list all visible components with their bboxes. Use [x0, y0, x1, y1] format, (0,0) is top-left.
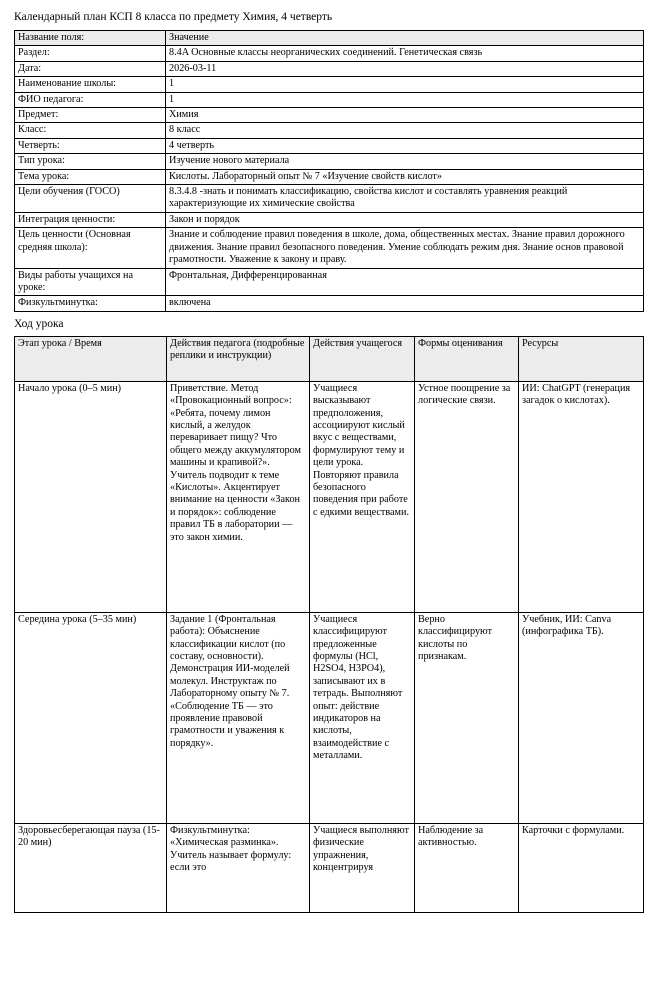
table-row [15, 77, 644, 92]
field-label: Тип урока: [15, 154, 166, 169]
lesson-flow-table-body [15, 336, 644, 912]
field-value: Химия [166, 108, 644, 123]
field-value: 2026-03-11 [166, 61, 644, 76]
table-row [15, 212, 644, 227]
table-row [15, 612, 644, 823]
field-label: Наименование школы: [15, 77, 166, 92]
field-label: Раздел: [15, 46, 166, 61]
lesson-metadata-table [14, 30, 644, 312]
table-row [15, 61, 644, 76]
field-label: Цели обучения (ГОСО) [15, 185, 166, 213]
field-value: 8.3.4.8 -знать и понимать классификацию, свойства кислот и составлять уравнения реакций характеризующие их химические свойства [166, 185, 644, 213]
field-label: Предмет: [15, 108, 166, 123]
table-row [15, 154, 644, 169]
metadata-table-body [15, 31, 644, 312]
assessment-cell: Устное поощрение за логические связи. [415, 381, 519, 612]
table-row [15, 169, 644, 184]
field-value: Изучение нового материала [166, 154, 644, 169]
field-label: Тема урока: [15, 169, 166, 184]
table-row [15, 381, 644, 612]
header-field-value: Значение [166, 31, 644, 46]
table-row [15, 823, 644, 912]
table-row [15, 268, 644, 296]
column-header-stage: Этап урока / Время [15, 336, 167, 381]
teacher-actions-cell: Задание 1 (Фронтальная работа): Объяснение классификации кислот (по составу, основности). Демонстрация ИИ-моделей молекул. Инструктаж по Лабораторному опыту № 7. «Соблюдение ТБ — это проявление правовой грамотности и уважения к порядку». [167, 612, 310, 823]
field-label: Четверть: [15, 138, 166, 153]
field-value: 4 четверть [166, 138, 644, 153]
table-row [15, 138, 644, 153]
table-row [15, 228, 644, 268]
field-value: 8.4A Основные классы неорганических соединений. Генетическая связь [166, 46, 644, 61]
assessment-cell: Верно классифицируют кислоты по признакам. [415, 612, 519, 823]
stage-cell: Здоровьесберегающая пауза (15-20 мин) [15, 823, 167, 912]
table-row [15, 296, 644, 311]
student-actions-cell: Учащиеся выполняют физические упражнения, концентрируя [310, 823, 415, 912]
page-title: Календарный план КСП 8 класса по предмету Химия, 4 четверть [14, 11, 333, 23]
field-value: Фронтальная, Дифференцированная [166, 268, 644, 296]
column-header-resources: Ресурсы [519, 336, 644, 381]
field-label: Виды работы учащихся на уроке: [15, 268, 166, 296]
field-value: 1 [166, 77, 644, 92]
teacher-actions-cell: Приветствие. Метод «Провокационный вопрос»: «Ребята, почему лимон кислый, а желудок переваривает пищу? Что общего между аккумулятором машины и крапивой?». Учитель подводит к теме «Кислоты». Акцентирует внимание на ценности «Закон и порядок»: соблюдение правил ТБ в лаборатории — это закон химии. [167, 381, 310, 612]
resources-cell: Учебник, ИИ: Canva (инфографика ТБ). [519, 612, 644, 823]
field-label: ФИО педагога: [15, 92, 166, 107]
field-value: Закон и порядок [166, 212, 644, 227]
column-header-student-actions: Действия учащегося [310, 336, 415, 381]
column-header-assessment: Формы оценивания [415, 336, 519, 381]
stage-cell: Середина урока (5–35 мин) [15, 612, 167, 823]
field-value: включена [166, 296, 644, 311]
field-value: Кислоты. Лабораторный опыт № 7 «Изучение свойств кислот» [166, 169, 644, 184]
assessment-cell: Наблюдение за активностью. [415, 823, 519, 912]
table-row [15, 123, 644, 138]
field-label: Дата: [15, 61, 166, 76]
table-header-row [15, 336, 644, 381]
section-heading-lesson-flow: Ход урока [14, 317, 64, 330]
teacher-actions-cell: Физкультминутка: «Химическая разминка». Учитель называет формулу: если это [167, 823, 310, 912]
table-row [15, 46, 644, 61]
table-row [15, 108, 644, 123]
student-actions-cell: Учащиеся высказывают предположения, ассоциируют кислый вкус с веществами, формулируют тему и цели урока. Повторяют правила безопасного поведения при работе с едкими веществами. [310, 381, 415, 612]
table-row [15, 185, 644, 213]
column-header-teacher-actions: Действия педагога (подробные реплики и инструкции) [167, 336, 310, 381]
table-header-row [15, 31, 644, 46]
field-label: Физкультминутка: [15, 296, 166, 311]
header-field-name: Название поля: [15, 31, 166, 46]
field-value: 1 [166, 92, 644, 107]
resources-cell: Карточки с формулами. [519, 823, 644, 912]
field-label: Класс: [15, 123, 166, 138]
stage-cell: Начало урока (0–5 мин) [15, 381, 167, 612]
field-value: Знание и соблюдение правил поведения в школе, дома, общественных местах. Знание правил дорожного движения. Знание правил безопасного поведения. Умение соблюдать режим дня. Знание основ правовой грамотности. Уважение к закону и праву. [166, 228, 644, 268]
field-label: Цель ценности (Основная средняя школа): [15, 228, 166, 268]
field-label: Интеграция ценности: [15, 212, 166, 227]
lesson-flow-table [14, 336, 644, 913]
student-actions-cell: Учащиеся классифицируют предложенные формулы (HCl, H2SO4, H3PO4), записывают их в тетрадь. Выполняют опыт: действие индикаторов на кислоты, взаимодействие с металлами. [310, 612, 415, 823]
table-row [15, 92, 644, 107]
field-value: 8 класс [166, 123, 644, 138]
resources-cell: ИИ: ChatGPT (генерация загадок о кислотах). [519, 381, 644, 612]
